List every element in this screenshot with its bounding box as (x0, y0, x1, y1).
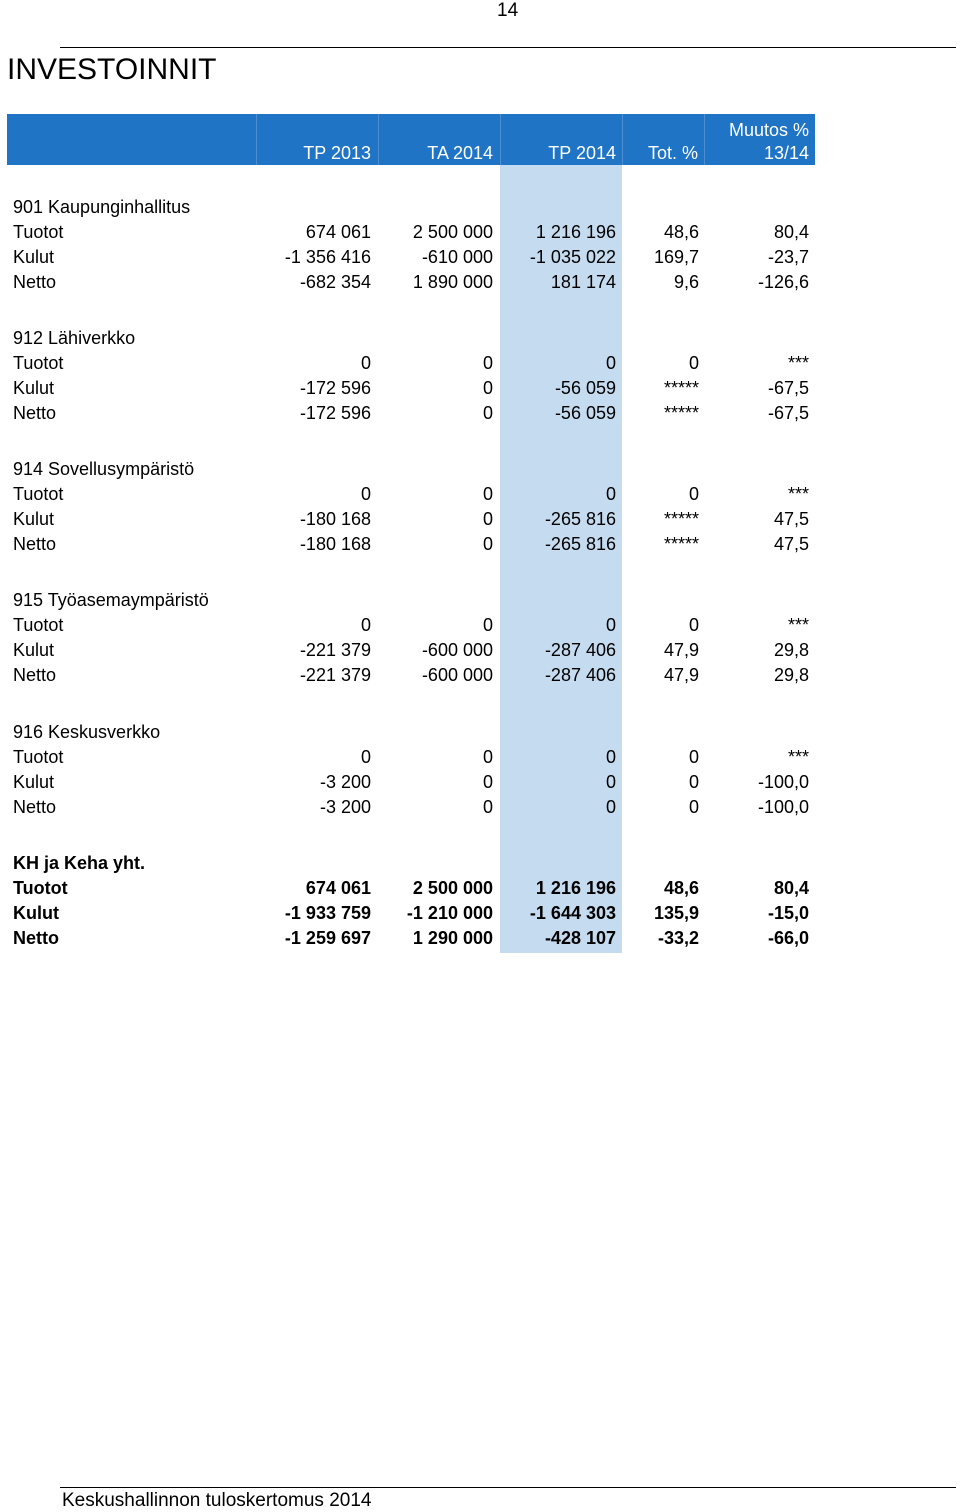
cell-value: -15,0 (767, 903, 809, 923)
cell-value: -610 000 (421, 247, 493, 267)
cell-value: 0 (360, 615, 371, 635)
cell-value: -100,0 (757, 797, 809, 817)
table-row (13, 484, 813, 509)
cell-value: 29,8 (773, 665, 809, 685)
cell-value: -1 035 022 (529, 247, 616, 267)
row-label: Tuotot (13, 222, 64, 242)
cell-value: 29,8 (773, 640, 809, 660)
cell-value: *** (787, 484, 809, 504)
cell-value: -265 816 (544, 509, 616, 529)
cell-value: *** (787, 615, 809, 635)
cell-value: ***** (663, 403, 699, 423)
section-title-row (13, 328, 813, 353)
cell-value: 674 061 (305, 222, 371, 242)
table-row (13, 640, 813, 665)
row-label: Tuotot (13, 615, 64, 635)
cell-value: 0 (688, 353, 699, 373)
section-title-row (13, 722, 813, 747)
page-number: 14 (497, 0, 519, 21)
table-row (13, 509, 813, 534)
row-label: Kulut (13, 772, 55, 792)
cell-value: 9,6 (673, 272, 699, 292)
cell-value: -1 356 416 (284, 247, 371, 267)
section-title: 912 Lähiverkko (13, 328, 136, 348)
cell-value: 0 (688, 747, 699, 767)
cell-value: *** (787, 747, 809, 767)
cell-value: 0 (605, 747, 616, 767)
section-title: 916 Keskusverkko (13, 722, 161, 742)
table-row (13, 878, 813, 903)
table-row (13, 797, 813, 822)
cell-value: -287 406 (544, 665, 616, 685)
row-label: Netto (13, 272, 57, 292)
cell-value: 0 (482, 378, 493, 398)
cell-value: -3 200 (319, 772, 371, 792)
top-rule (60, 47, 956, 48)
row-label: Tuotot (13, 878, 68, 898)
cell-value: ***** (663, 509, 699, 529)
cell-value: -1 933 759 (284, 903, 371, 923)
cell-value: -66,0 (767, 928, 809, 948)
column-header-13-14: 13/14 (763, 143, 809, 163)
row-label: Netto (13, 665, 57, 685)
cell-value: -126,6 (757, 272, 809, 292)
table-row (13, 534, 813, 559)
table-row (13, 353, 813, 378)
cell-value: 0 (482, 747, 493, 767)
cell-value: 0 (605, 772, 616, 792)
cell-value: -600 000 (421, 665, 493, 685)
cell-value: 80,4 (773, 222, 809, 242)
section-title-row (13, 459, 813, 484)
cell-value: 1 216 196 (535, 878, 616, 898)
table-row (13, 222, 813, 247)
section-title: 901 Kaupunginhallitus (13, 197, 191, 217)
cell-value: 0 (605, 615, 616, 635)
cell-value: -1 210 000 (406, 903, 493, 923)
cell-value: 48,6 (663, 878, 699, 898)
cell-value: 2 500 000 (412, 878, 493, 898)
cell-value: -682 354 (299, 272, 371, 292)
row-label: Netto (13, 928, 59, 948)
cell-value: 0 (688, 484, 699, 504)
cell-value: -172 596 (299, 403, 371, 423)
row-label: Kulut (13, 378, 55, 398)
row-label: Kulut (13, 640, 55, 660)
cell-value: 2 500 000 (412, 222, 493, 242)
table-row (13, 403, 813, 428)
cell-value: 48,6 (663, 222, 699, 242)
cell-value: 0 (605, 797, 616, 817)
row-label: Kulut (13, 509, 55, 529)
column-header-tp2013: TP 2013 (303, 143, 371, 163)
table-row (13, 272, 813, 297)
table-row (13, 247, 813, 272)
cell-value: -67,5 (767, 403, 809, 423)
cell-value: 0 (688, 772, 699, 792)
table-row (13, 378, 813, 403)
cell-value: *** (787, 353, 809, 373)
cell-value: -172 596 (299, 378, 371, 398)
cell-value: -600 000 (421, 640, 493, 660)
cell-value: 1 216 196 (535, 222, 616, 242)
cell-value: 47,9 (663, 665, 699, 685)
cell-value: -23,7 (767, 247, 809, 267)
section-title: 914 Sovellusympäristö (13, 459, 195, 479)
cell-value: 0 (688, 615, 699, 635)
cell-value: ***** (663, 378, 699, 398)
cell-value: -3 200 (319, 797, 371, 817)
cell-value: 0 (688, 797, 699, 817)
cell-value: -221 379 (299, 665, 371, 685)
cell-value: 0 (605, 353, 616, 373)
cell-value: 47,9 (663, 640, 699, 660)
column-header-tot-percent: Tot. % (647, 143, 698, 163)
cell-value: -221 379 (299, 640, 371, 660)
cell-value: 169,7 (653, 247, 699, 267)
cell-value: -180 168 (299, 509, 371, 529)
cell-value: ***** (663, 534, 699, 554)
cell-value: 0 (482, 509, 493, 529)
section-title: KH ja Keha yht. (13, 853, 146, 873)
row-label: Tuotot (13, 747, 64, 767)
cell-value: -1 644 303 (529, 903, 616, 923)
cell-value: -428 107 (544, 928, 616, 948)
cell-value: 135,9 (653, 903, 699, 923)
table-row (13, 772, 813, 797)
page-footer: Keskushallinnon tuloskertomus 2014 (62, 1490, 372, 1511)
cell-value: 1 290 000 (412, 928, 493, 948)
cell-value: 0 (482, 353, 493, 373)
cell-value: 0 (605, 484, 616, 504)
cell-value: -265 816 (544, 534, 616, 554)
table-row (13, 903, 813, 928)
cell-value: 0 (482, 484, 493, 504)
cell-value: 181 174 (550, 272, 616, 292)
cell-value: 0 (482, 797, 493, 817)
page-title: INVESTOINNIT (7, 53, 217, 86)
row-label: Netto (13, 797, 57, 817)
table-row (13, 928, 813, 953)
table-row (13, 615, 813, 640)
cell-value: 0 (482, 615, 493, 635)
column-header-muutos-percent: Muutos % (728, 120, 809, 140)
cell-value: 0 (482, 403, 493, 423)
cell-value: -56 059 (554, 403, 616, 423)
bottom-rule (60, 1487, 956, 1488)
cell-value: 0 (360, 353, 371, 373)
row-label: Netto (13, 403, 57, 423)
cell-value: -100,0 (757, 772, 809, 792)
cell-value: -1 259 697 (284, 928, 371, 948)
column-header-tp2014: TP 2014 (548, 143, 616, 163)
cell-value: 1 890 000 (412, 272, 493, 292)
row-label: Tuotot (13, 353, 64, 373)
cell-value: -180 168 (299, 534, 371, 554)
column-header-ta2014: TA 2014 (427, 143, 493, 163)
row-label: Kulut (13, 903, 59, 923)
row-label: Kulut (13, 247, 55, 267)
cell-value: -287 406 (544, 640, 616, 660)
cell-value: -33,2 (657, 928, 699, 948)
cell-value: 47,5 (773, 534, 809, 554)
cell-value: 47,5 (773, 509, 809, 529)
section-title-row (13, 197, 813, 222)
cell-value: 0 (482, 772, 493, 792)
cell-value: 0 (360, 484, 371, 504)
cell-value: -56 059 (554, 378, 616, 398)
cell-value: 674 061 (305, 878, 371, 898)
table-row (13, 747, 813, 772)
section-title-row (13, 590, 813, 615)
row-label: Netto (13, 534, 57, 554)
cell-value: -67,5 (767, 378, 809, 398)
section-title: 915 Työasemaympäristö (13, 590, 209, 610)
row-label: Tuotot (13, 484, 64, 504)
cell-value: 0 (360, 747, 371, 767)
table-header (7, 114, 815, 165)
section-title-row (13, 853, 813, 878)
cell-value: 80,4 (773, 878, 809, 898)
cell-value: 0 (482, 534, 493, 554)
table-row (13, 665, 813, 690)
